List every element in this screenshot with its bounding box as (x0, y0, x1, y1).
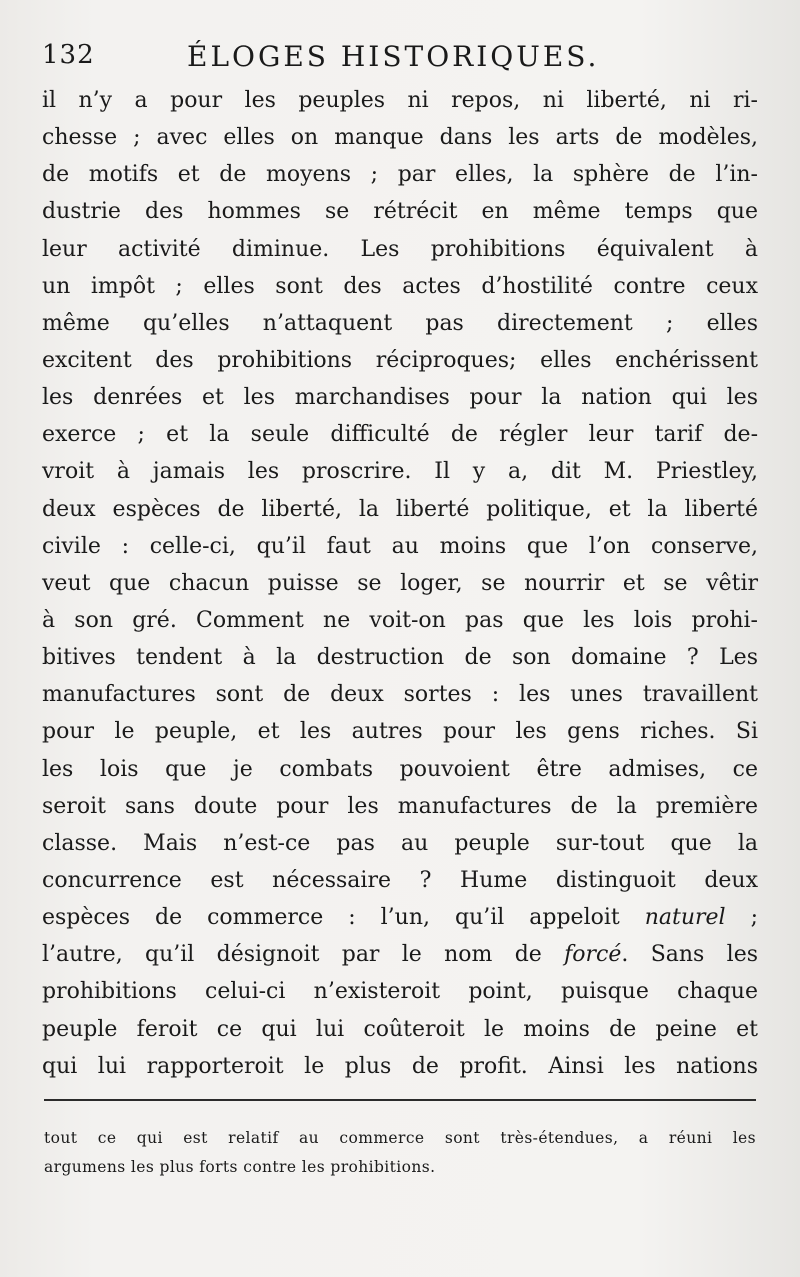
text-line: seroit sans doute pour les manufactures de la première (42, 793, 758, 819)
text-line-with-italic (42, 899, 758, 936)
running-title: ÉLOGES HISTORIQUES. (187, 40, 600, 73)
text-line: il n’y a pour les peuples ni repos, ni liberté, ni ri- (42, 88, 758, 113)
footnote-divider (44, 1099, 756, 1101)
text-line: civile : celle-ci, qu’il faut au moins que l’on conserve, (42, 533, 758, 559)
text-line: leur activité diminue. Les prohibitions équivalent à (42, 236, 758, 262)
italic-term-naturel: naturel (644, 905, 726, 931)
text-line: dustrie des hommes se rétrécit en même temps que (42, 199, 758, 225)
footnote-line: tout ce qui est relatif au commerce sont très-étendues, a réuni les (44, 1129, 756, 1147)
text-segment: l’autre, qu’il désignoit par le nom de (42, 942, 565, 968)
text-line: de motifs et de moyens ; par elles, la sphère de l’in- (42, 162, 758, 188)
text-segment: ; (725, 905, 758, 931)
text-line-with-italic (42, 936, 758, 973)
footnote (44, 1124, 756, 1182)
text-line: même qu’elles n’attaquent pas directement ; elles (42, 310, 758, 336)
text-line: vroit à jamais les proscrire. Il y a, dit M. Priestley, (42, 459, 758, 485)
text-line: concurrence est nécessaire ? Hume distinguoit deux (42, 867, 758, 893)
footnote-line: argumens les plus forts contre les prohibitions. (44, 1158, 436, 1176)
text-segment: espèces de commerce : l’un, qu’il appeloit (42, 905, 645, 931)
italic-term-force: forcé (564, 942, 622, 968)
text-line: bitives tendent à la destruction de son domaine ? Les (42, 645, 758, 671)
text-line: à son gré. Comment ne voit-on pas que les lois prohi- (42, 607, 758, 633)
text-line: peuple feroit ce qui lui coûteroit le moins de peine et (42, 1016, 758, 1042)
text-line: exerce ; et la seule difficulté de régler leur tarif de- (42, 422, 758, 448)
text-line: les lois que je combats pouvoient être admises, ce (42, 756, 758, 782)
text-line: qui lui rapporteroit le plus de profit. Ainsi les nations (42, 1053, 758, 1079)
body-text (42, 82, 758, 1085)
text-line: prohibitions celui-ci n’existeroit point, puisque chaque (42, 979, 758, 1005)
text-line: pour le peuple, et les autres pour les gens riches. Si (42, 719, 758, 745)
page-header (42, 40, 742, 80)
text-line: veut que chacun puisse se loger, se nourrir et se vêtir (42, 570, 758, 596)
text-line: manufactures sont de deux sortes : les unes travaillent (42, 682, 758, 708)
text-segment: . Sans les (621, 942, 758, 968)
text-line: les denrées et les marchandises pour la nation qui les (42, 385, 758, 411)
page-number: 132 (42, 40, 95, 70)
text-line: chesse ; avec elles on manque dans les arts de modèles, (42, 125, 758, 151)
text-line: un impôt ; elles sont des actes d’hostilité contre ceux (42, 273, 758, 299)
text-line: excitent des prohibitions réciproques; elles enchérissent (42, 347, 758, 373)
text-line: deux espèces de liberté, la liberté politique, et la liberté (42, 496, 758, 522)
text-line: classe. Mais n’est-ce pas au peuple sur-tout que la (42, 830, 758, 856)
